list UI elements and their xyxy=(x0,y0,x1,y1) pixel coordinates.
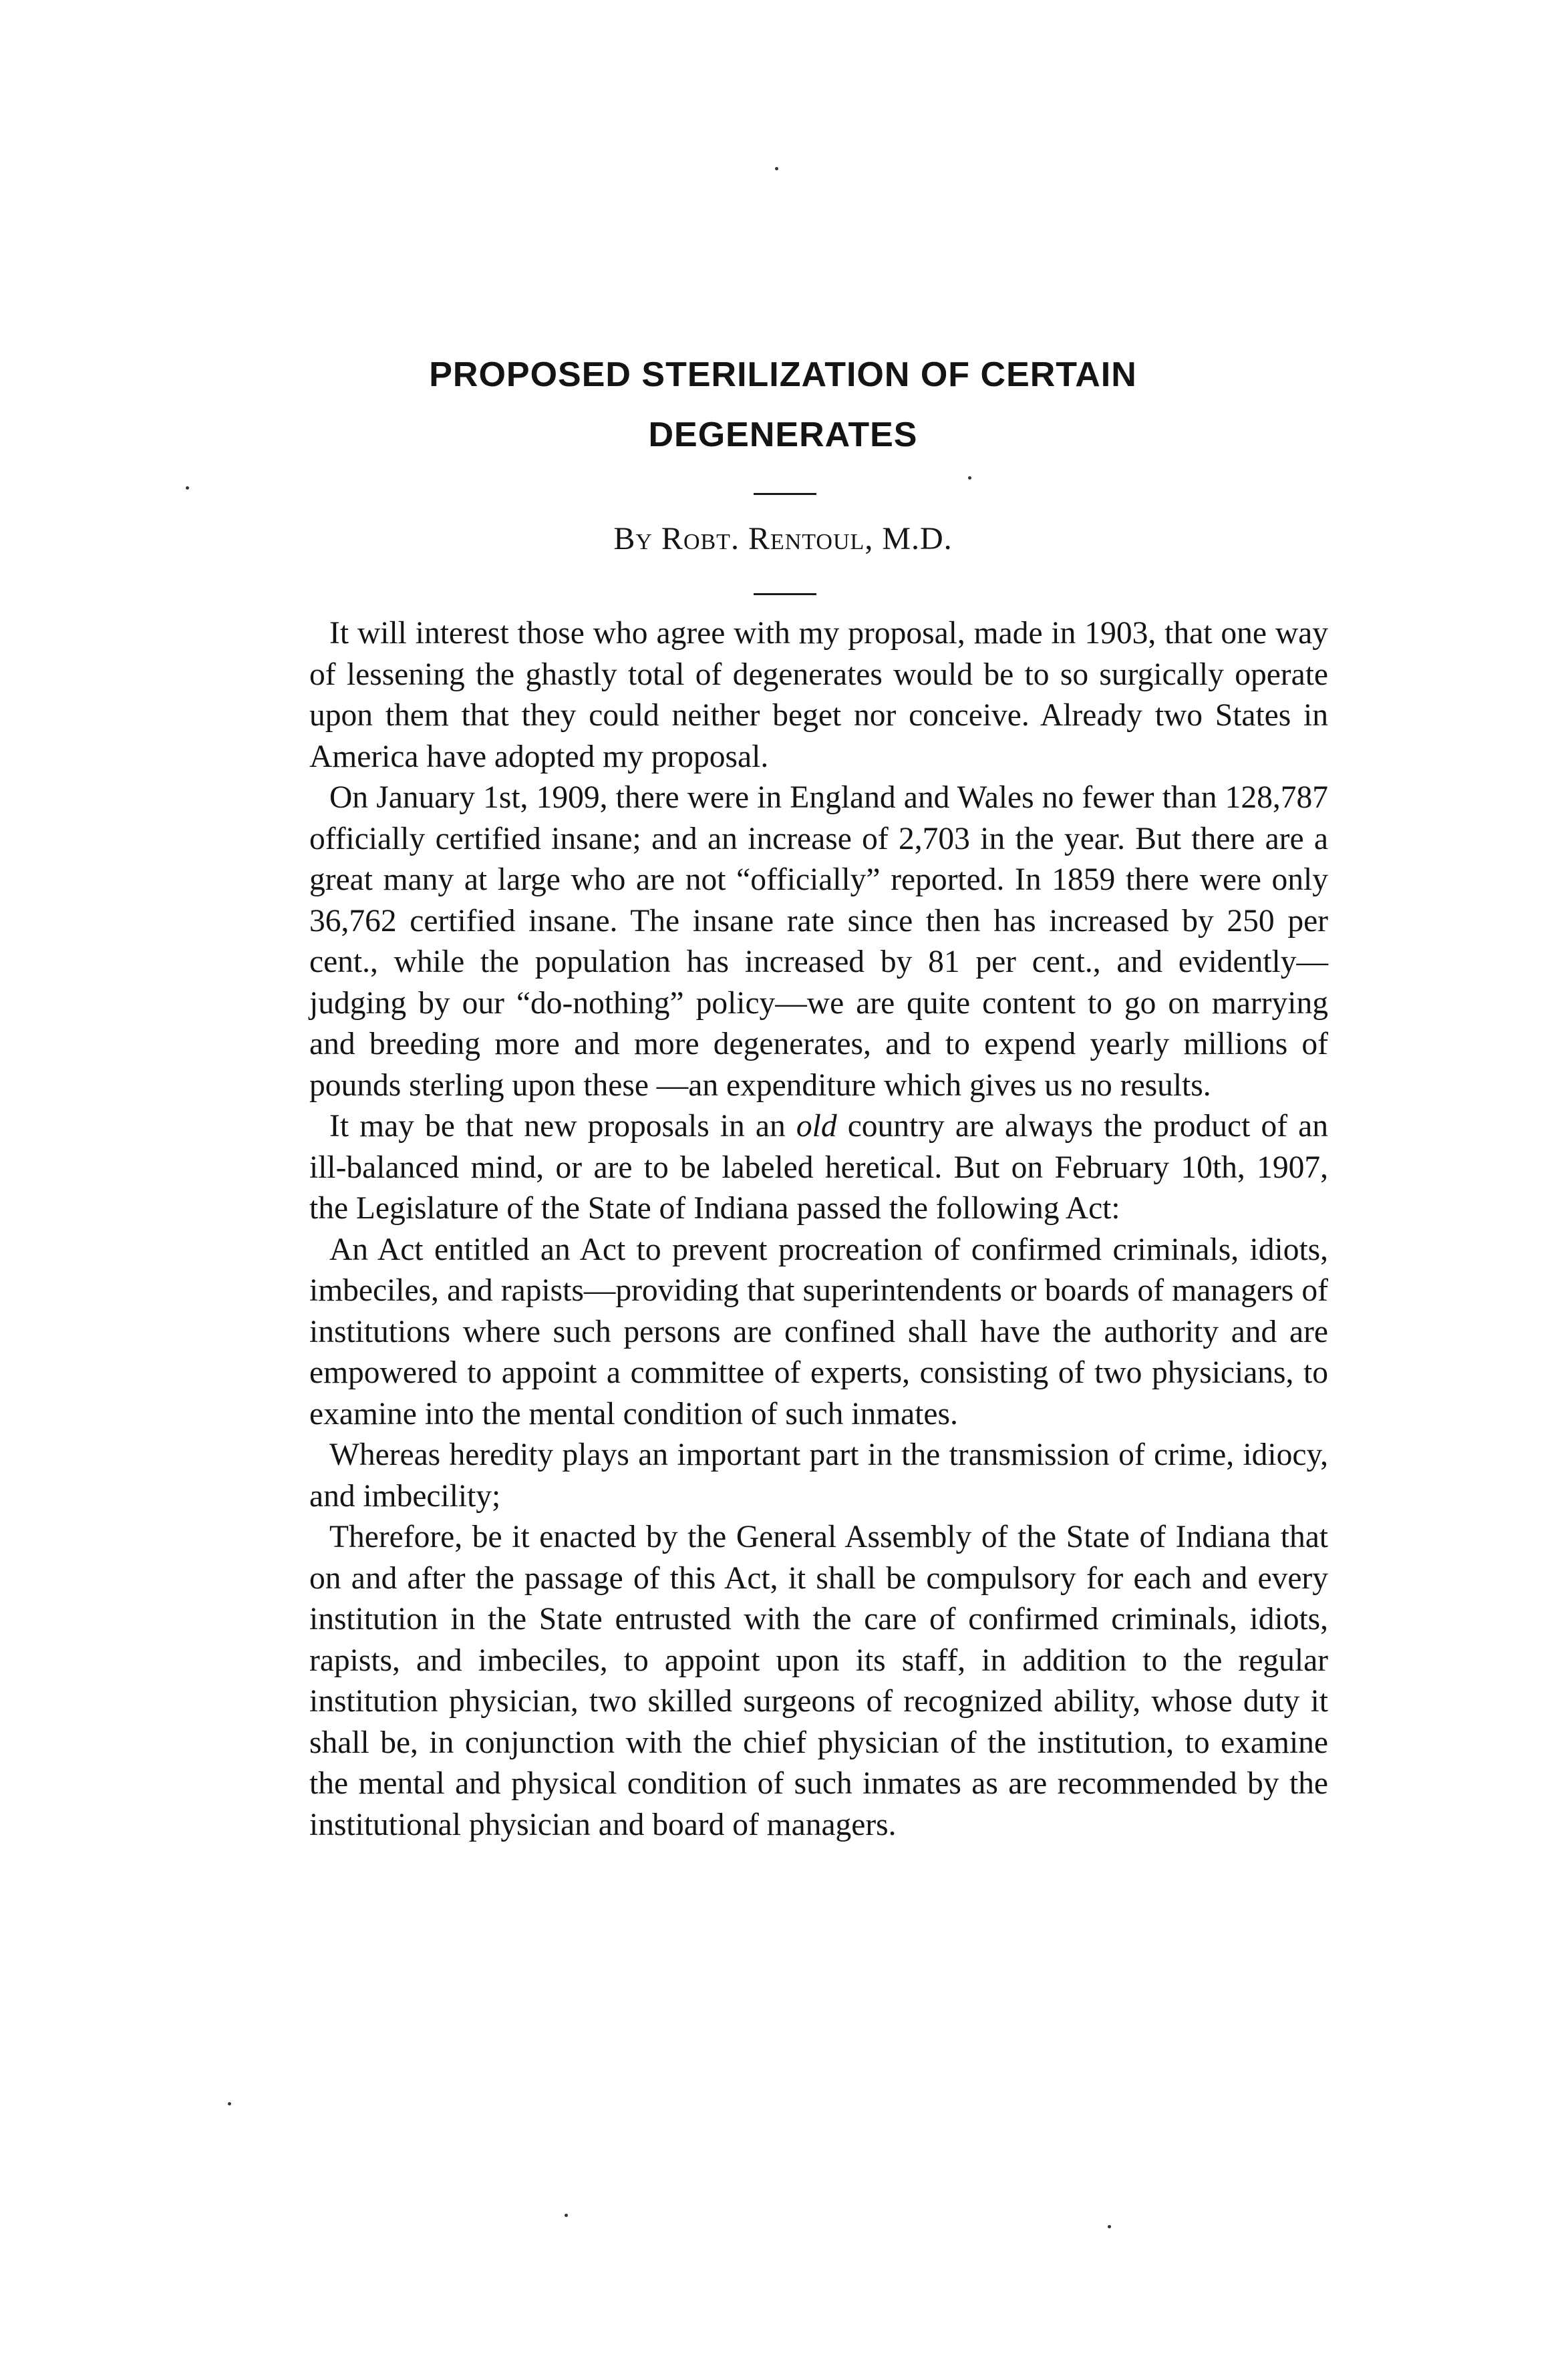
scan-speck xyxy=(968,476,971,480)
scan-speck xyxy=(1108,2225,1111,2228)
scan-speck xyxy=(186,486,189,490)
byline-divider xyxy=(754,593,816,595)
act-paragraph: Therefore, be it enacted by the General Assembly of the State of Indiana that on and after the passage of this Act, it shall be compulsory for each and every institution in the State entrusted with the care of confirmed criminals, idiots, rapists, and imbeciles, to appoint upon its staff, in addition to the regular institution physician, two skilled surgeons of recognized ability, whose duty it shall be, in conjunction with the chief physician of the institution, to examine the mental and physical condition of such inmates as are recommended by the institutional physician and board of managers. xyxy=(309,1520,1328,1842)
scan-speck xyxy=(775,167,778,170)
article-title-line-2: DEGENERATES xyxy=(648,415,918,454)
body-paragraph: On January 1st, 1909, there were in England and Wales no fewer than 128,787 officially certified insane; and an increase of 2,703 in the year. But there are a great many at large who are not “officially” reported. In 1859 there were only 36,762 certified insane. The insane rate since then has increased by 250 per cent., while the population has increased by 81 per cent., and evidently—judging by our “do-nothing” policy—we are quite content to go on marrying and breeding more and more degenerates, and to expend yearly millions of pounds sterling upon these —an expenditure which gives us no results. xyxy=(309,780,1328,1103)
act-paragraph: Whereas heredity plays an important part in the transmission of crime, idiocy, and imbecility; xyxy=(309,1437,1328,1514)
scan-speck xyxy=(228,2102,231,2105)
article-body xyxy=(309,613,1328,1846)
emphasized-word: old xyxy=(796,1109,837,1144)
act-paragraph: An Act entitled an Act to prevent procreation of confirmed criminals, idiots, imbeciles, and rapists—providing that superintendents or boards of managers of institutions where such persons are confined shall have the authority and are empowered to appoint a committee of experts, consisting of two physicians, to examine into the mental condition of such inmates. xyxy=(309,1232,1328,1431)
body-paragraph: It will interest those who agree with my proposal, made in 1903, that one way of lessening the ghastly total of degenerates would be to so surgically operate upon them that they could neither beget nor conceive. Already two States in America have adopted my proposal. xyxy=(309,616,1328,774)
scan-speck xyxy=(565,2214,568,2217)
byline-author: Robt. Rentoul xyxy=(661,521,865,556)
byline xyxy=(0,523,1566,555)
paragraph-text: It may be that new proposals in an xyxy=(329,1109,796,1144)
byline-prefix: By xyxy=(613,521,661,556)
article-title-line-1: PROPOSED STERILIZATION OF CERTAIN xyxy=(429,355,1137,394)
body-paragraph xyxy=(309,1106,1328,1230)
paragraph-text: country are always the product of an ill-balanced mind, or are to be labeled heretical. But on February 10th, 1907, the Legislature of the State of Indiana passed the following Act: xyxy=(309,1109,1328,1226)
title-divider xyxy=(754,493,816,495)
byline-suffix: , M.D. xyxy=(865,521,953,556)
